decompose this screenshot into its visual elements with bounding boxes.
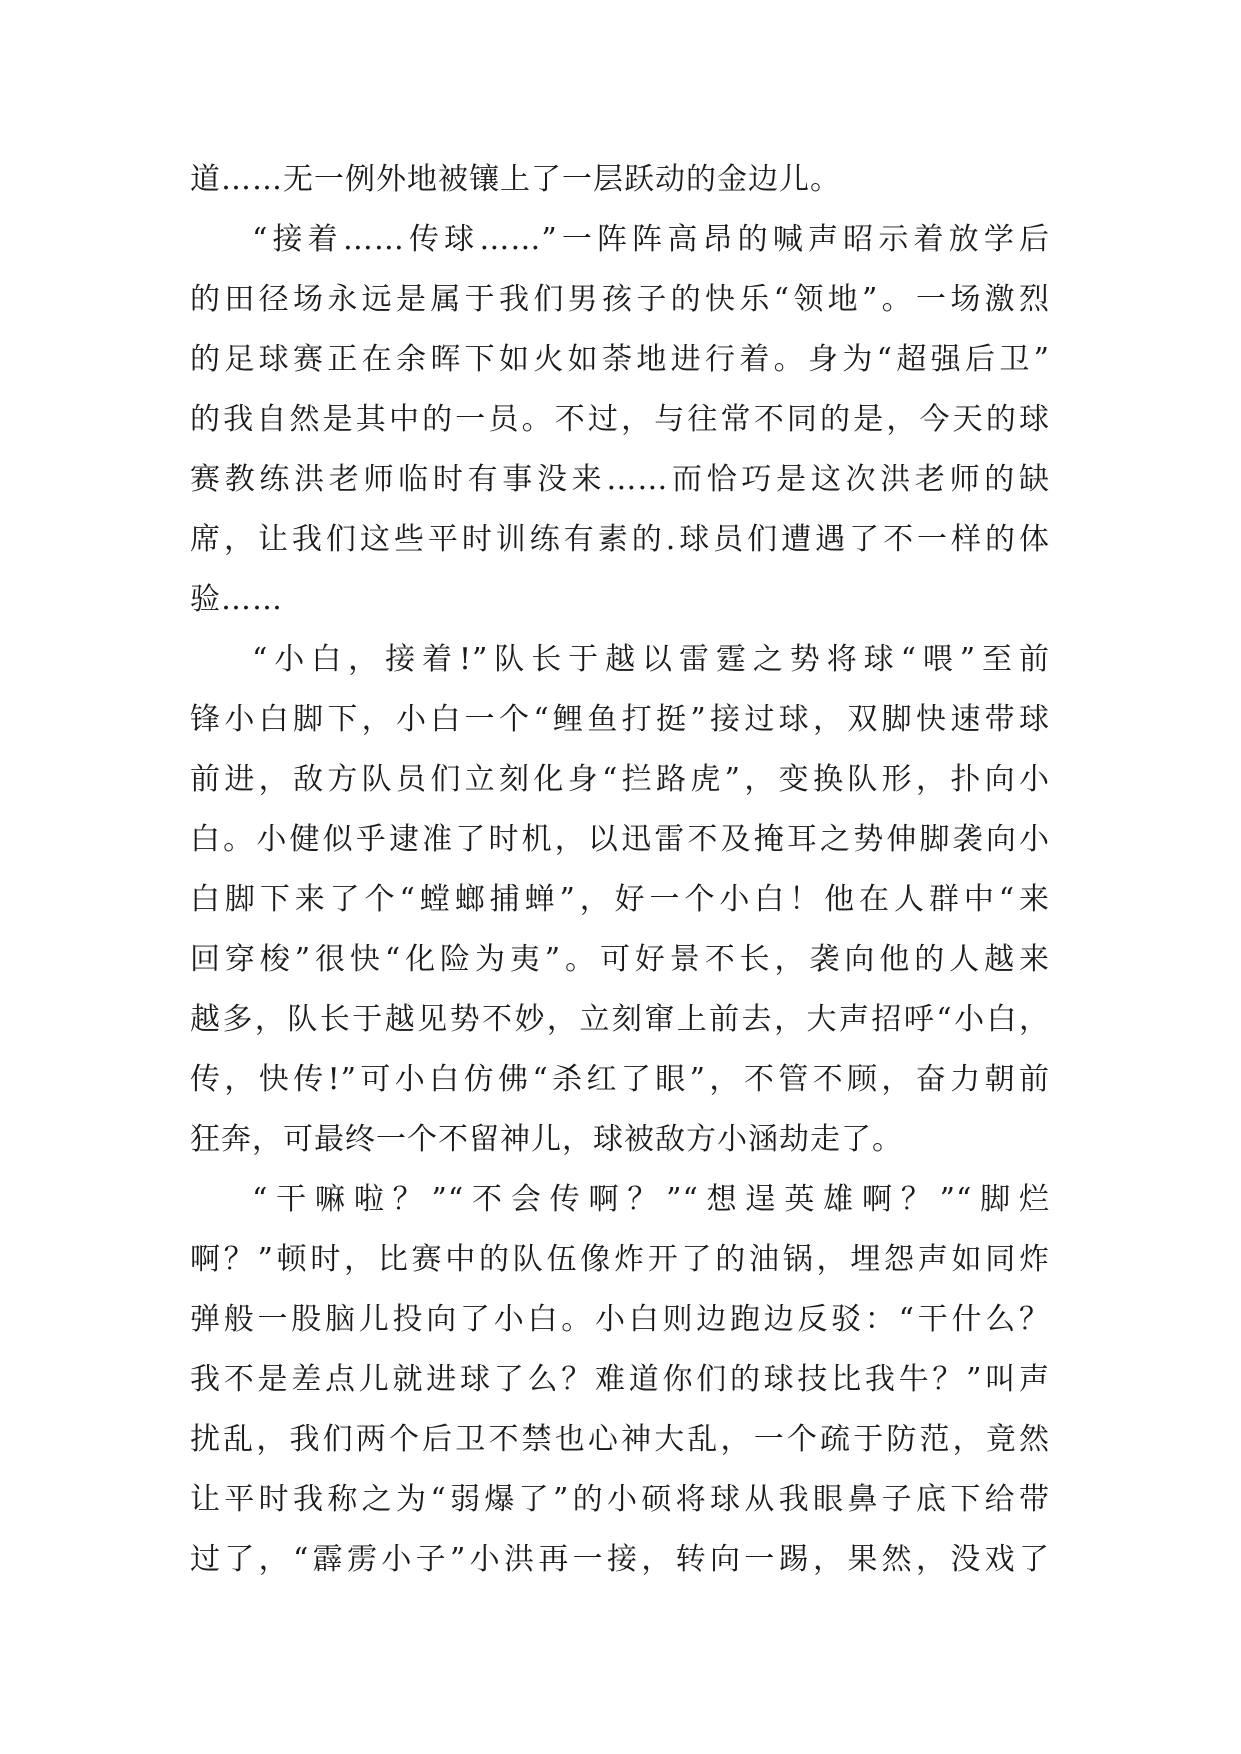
text-line: 啊？”顿时，比赛中的队伍像炸开了的油锅，埋怨声如同炸 bbox=[190, 1242, 1050, 1277]
text-line: 赛教练洪老师临时有事没来……而恰巧是这次洪老师的缺 bbox=[190, 462, 1050, 497]
text-line: 验…… bbox=[190, 582, 283, 617]
text-line: 过了，“霹雳小子”小洪再一接，转向一踢，果然，没戏了 bbox=[190, 1542, 1050, 1577]
text-line: 锋小白脚下，小白一个“鲤鱼打挺”接过球，双脚快速带球 bbox=[190, 702, 1050, 737]
text-line: 让平时我称之为“弱爆了”的小硕将球从我眼鼻子底下给带 bbox=[190, 1482, 1050, 1517]
text-line: 回穿梭”很快“化险为夷”。可好景不长，袭向他的人越来 bbox=[190, 942, 1050, 977]
text-line: 白脚下来了个“螳螂捕蝉”，好一个小白！他在人群中“来 bbox=[190, 882, 1050, 917]
text-line: 越多，队长于越见势不妙，立刻窜上前去，大声招呼“小白， bbox=[190, 1002, 1050, 1037]
text-line: “小白，接着!”队长于越以雷霆之势将球“喂”至前 bbox=[252, 642, 1050, 677]
text-line: 弹般一股脑儿投向了小白。小白则边跑边反驳：“干什么？ bbox=[190, 1302, 1050, 1337]
text-line: 狂奔，可最终一个不留神儿，球被敌方小涵劫走了。 bbox=[190, 1122, 903, 1157]
text-line: 传，快传!”可小白仿佛“杀红了眼”，不管不顾，奋力朝前 bbox=[190, 1062, 1050, 1097]
text-line: “接着……传球……”一阵阵高昂的喊声昭示着放学后 bbox=[252, 222, 1050, 257]
text-line: 扰乱，我们两个后卫不禁也心神大乱，一个疏于防范，竟然 bbox=[190, 1422, 1050, 1457]
text-line: 的田径场永远是属于我们男孩子的快乐“领地”。一场激烈 bbox=[190, 282, 1050, 317]
text-line: 的我自然是其中的一员。不过，与往常不同的是，今天的球 bbox=[190, 402, 1050, 437]
text-line: 的足球赛正在余晖下如火如荼地进行着。身为“超强后卫” bbox=[190, 342, 1050, 377]
text-line: 席，让我们这些平时训练有素的.球员们遭遇了不一样的体 bbox=[190, 522, 1050, 557]
text-line: 前进，敌方队员们立刻化身“拦路虎”，变换队形，扑向小 bbox=[190, 762, 1050, 797]
text-line: 我不是差点儿就进球了么？难道你们的球技比我牛？”叫声 bbox=[190, 1362, 1050, 1397]
text-line: “干嘛啦？”“不会传啊？”“想逞英雄啊？”“脚烂 bbox=[252, 1182, 1050, 1217]
article-body bbox=[190, 150, 1050, 1590]
text-line: 白。小健似乎逮准了时机，以迅雷不及掩耳之势伸脚袭向小 bbox=[190, 822, 1050, 857]
text-line: 道……无一例外地被镶上了一层跃动的金边儿。 bbox=[190, 162, 841, 197]
